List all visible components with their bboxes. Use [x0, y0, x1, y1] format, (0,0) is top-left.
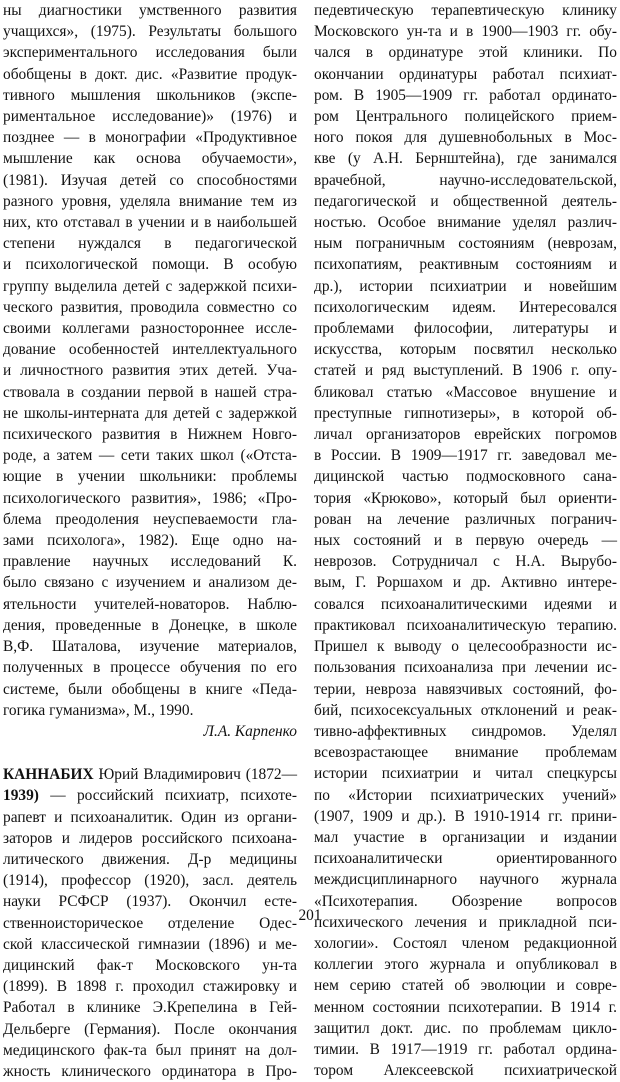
- text-line: всевозрастающее внимание проблемам: [314, 744, 617, 762]
- text-line: преступные гипнотизеры», в которой об-: [314, 404, 617, 422]
- entry-spacer: [3, 742, 297, 764]
- text-line: дование особенностей интеллектуального: [3, 341, 297, 359]
- text-line: ны диагностики умственного развития: [3, 2, 297, 19]
- text-line: окончании ординатуры работал психиат-: [314, 65, 617, 83]
- previous-article-tail: [3, 0, 297, 721]
- text-line: ных состояний и в первую очередь —: [314, 532, 617, 550]
- text-line: не школы-интерната для детей с задержкой: [3, 404, 297, 422]
- text-line: кве (у А.Н. Бернштейна), где занимался: [314, 150, 617, 168]
- text-line: в России. В 1909—1917 гг. заведовал ме-: [314, 447, 617, 465]
- text-line: статей и ряд выступлений. В 1906 г. опу-: [314, 362, 617, 380]
- text-line: учащихся», (1975). Результаты большого: [3, 23, 297, 41]
- text-line: ным пограничным состояниям (неврозам,: [314, 235, 617, 253]
- text-line: психопатиям, реактивным состояниям и: [314, 256, 617, 274]
- text-line: мышление как основа обучаемости»,: [3, 150, 297, 168]
- text-line: искусства, которым посвятил несколько: [314, 341, 617, 359]
- text-line: Работал в клинике Э.Крепелина в Гей-: [3, 999, 297, 1017]
- text-line: защитил докт. дис. по проблемам цикло-: [314, 1019, 617, 1037]
- text-line: экспериментального исследования были: [3, 44, 297, 62]
- text-line: неврозов. Сотрудничал с Н.А. Вырубо-: [314, 553, 617, 571]
- text-line: [3, 785, 297, 806]
- text-line: рован на лечение различных погранич-: [314, 510, 617, 528]
- text-line: хологии». Состоял членом редакционной: [314, 934, 617, 952]
- text-line: бий, психосексуальных отклонений и реак-: [314, 701, 617, 719]
- text-line: менном состоянии психотерапии. В 1914 г.: [314, 998, 617, 1016]
- text-line: междисциплинарного научного журнала: [314, 871, 617, 889]
- text-line: ностью. Особое внимание уделял различ-: [314, 214, 617, 232]
- text-line: др.), истории психиатрии и новейшим: [314, 277, 617, 295]
- text-line: рапевт и психоаналитик. Один из органи-: [3, 808, 297, 826]
- text-line: ром. В 1905—1909 гг. работал ординато-: [314, 86, 617, 104]
- text-line: терии, невроза навязчивых состояний, фо-: [314, 680, 617, 698]
- text-line: и психологической помощи. В особую: [3, 256, 297, 274]
- text-line: зами психолога», 1982). Еще одно на-: [3, 532, 297, 550]
- text-line: ятельности учителей-новаторов. Наблю-: [3, 595, 297, 613]
- text-line: обобщены в докт. дис. «Развитие продук-: [3, 65, 297, 83]
- text-line: «Психотерапия. Обозрение вопросов: [314, 892, 617, 910]
- text-line: ющие в учении школьники: проблемы: [3, 468, 297, 486]
- text-line: медицинского фак-та был принят на дол-: [3, 1041, 297, 1059]
- text-line: роде, а затем — сети таких школ («Отста-: [3, 447, 297, 465]
- text-line: (1914), профессор (1920), засл. деятель: [3, 872, 297, 890]
- text-line: (1899). В 1898 г. проходил стажировку и: [3, 978, 297, 996]
- text-line: тором Алексеевской психиатрической: [314, 1062, 617, 1080]
- text-line: по «Истории психиатрических учений»: [314, 786, 617, 804]
- text-line: и личностного развития этих детей. Уча-: [3, 362, 297, 380]
- text-line: тивно-аффективных синдромов. Уделял: [314, 722, 617, 740]
- text-line: них, кто отставал в учении и в наибольшей: [3, 214, 297, 232]
- text-line: ного покоя для душевнобольных в Мос-: [314, 129, 617, 147]
- text-line: бликовал статью «Массовое внушение и: [314, 383, 617, 401]
- text-line: личал организаторов еврейских погромов: [314, 426, 617, 444]
- text-line: (1981). Изучая детей со способностями: [3, 171, 297, 189]
- text-line: дицинский фак-т Московского ун-та: [3, 956, 297, 974]
- text-line: (1907, 1909 и др.). В 1910-1914 гг. прини-: [314, 807, 617, 825]
- text-line: врачебной, научно-исследовательской,: [314, 171, 617, 189]
- entry-heading-line: [3, 764, 297, 785]
- text-line: литического движения. Д-р медицины: [3, 850, 297, 868]
- text-line: педевтическую терапевтическую клинику: [314, 2, 617, 19]
- text-line: тория «Крюково», который был ориенти-: [314, 489, 617, 507]
- entry-headword: КАННАБИХ: [3, 766, 94, 784]
- text-line: ром Центрального полицейского прием-: [314, 108, 617, 126]
- text-line: заторов и лидеров российского психоана-: [3, 829, 297, 847]
- text-line: дения, проведенные в Донецке, в школе: [3, 616, 297, 634]
- text-line: психического лечения и прикладной пси-: [314, 913, 617, 931]
- text-line: чался в ординатуре этой клиники. По: [314, 44, 617, 62]
- text-line: системе, были обобщены в книге «Педа-: [3, 680, 297, 698]
- text-line: педагогической и общественной деятель-: [314, 192, 617, 210]
- author-signature: Л.А. Карпенко: [203, 722, 297, 740]
- text-line: ственноисторическое отделение Одес-: [3, 914, 297, 932]
- text-line: психологическим идеям. Интересовался: [314, 298, 617, 316]
- text-line: степени нуждался в педагогической: [3, 235, 297, 253]
- text-line: психического развития в Нижнем Новго-: [3, 426, 297, 444]
- text-line: нем серию статей об эволюции и совре-: [314, 977, 617, 995]
- text-line: ской классической гимназии (1896) и ме-: [3, 935, 297, 953]
- entry-heading-rest: Юрий Владимирович (1872—: [93, 766, 297, 784]
- text-line: своими коллегами разностороннее иссле-: [3, 320, 297, 338]
- text-line: психологического развития», 1986; «Про-: [3, 489, 297, 507]
- text-line: риментальное исследование)» (1976) и: [3, 108, 297, 126]
- text-line: Пришел к выводу о целесообразности ис-: [314, 638, 617, 656]
- text-line: Дельберге (Германия). После окончания: [3, 1020, 297, 1038]
- entry-death-year: 1939): [3, 787, 39, 805]
- text-line: группу выделила детей с задержкой психи-: [3, 277, 297, 295]
- text-line: пользования психоанализа при лечении ис-: [314, 659, 617, 677]
- text-line: гогика гуманизма», М., 1990.: [3, 701, 194, 719]
- text-line: психоаналитически ориентированного: [314, 850, 617, 868]
- text-line: жность клинического ординатора в Про-: [3, 1062, 297, 1080]
- text-line: дицинской частью подмосковного сана-: [314, 468, 617, 486]
- text-line: истории психиатрии и читал спецкурсы: [314, 765, 617, 783]
- text-line: Московского ун-та и в 1900—1903 гг. обу-: [314, 23, 617, 41]
- text-line: блема преодоления неуспеваемости гла-: [3, 510, 297, 528]
- text-line: правление научных исследований К.: [3, 553, 297, 571]
- text-line: совался психоаналитическими идеями и: [314, 595, 617, 613]
- text-line: разного уровня, уделяла внимание тем из: [3, 192, 297, 210]
- entry-line-text: — российский психиатр, психоте-: [38, 787, 297, 805]
- entry-body: [3, 785, 297, 1082]
- text-line: тимии. В 1917—1919 гг. работал ордина-: [314, 1040, 617, 1058]
- text-line: В,Ф. Шаталова, изучение материалов,: [3, 638, 297, 656]
- text-line: коллегии этого журнала и опубликовал в: [314, 956, 617, 974]
- text-line: позднее — в монографии «Продуктивное: [3, 129, 297, 147]
- text-line: ческого развития, проводила совместно со: [3, 298, 297, 316]
- page-number: 201: [298, 907, 322, 924]
- text-line: проблемами философии, литературы и: [314, 320, 617, 338]
- text-line: науки РСФСР (1937). Окончил есте-: [3, 893, 297, 911]
- text-line: вым, Г. Роршахом и др. Активно интере-: [314, 574, 617, 592]
- text-line: тивного мышления школьников (экспе-: [3, 86, 297, 104]
- text-line: было связано с изучением и анализом де-: [3, 574, 297, 592]
- text-line: ствовала в создании первой в нашей стра-: [3, 383, 297, 401]
- text-line: мал участие в организации и издании: [314, 828, 617, 846]
- text-line: полученных в процессе обучения по его: [3, 659, 297, 677]
- text-line: практиковал психоаналитическую терапию.: [314, 616, 617, 634]
